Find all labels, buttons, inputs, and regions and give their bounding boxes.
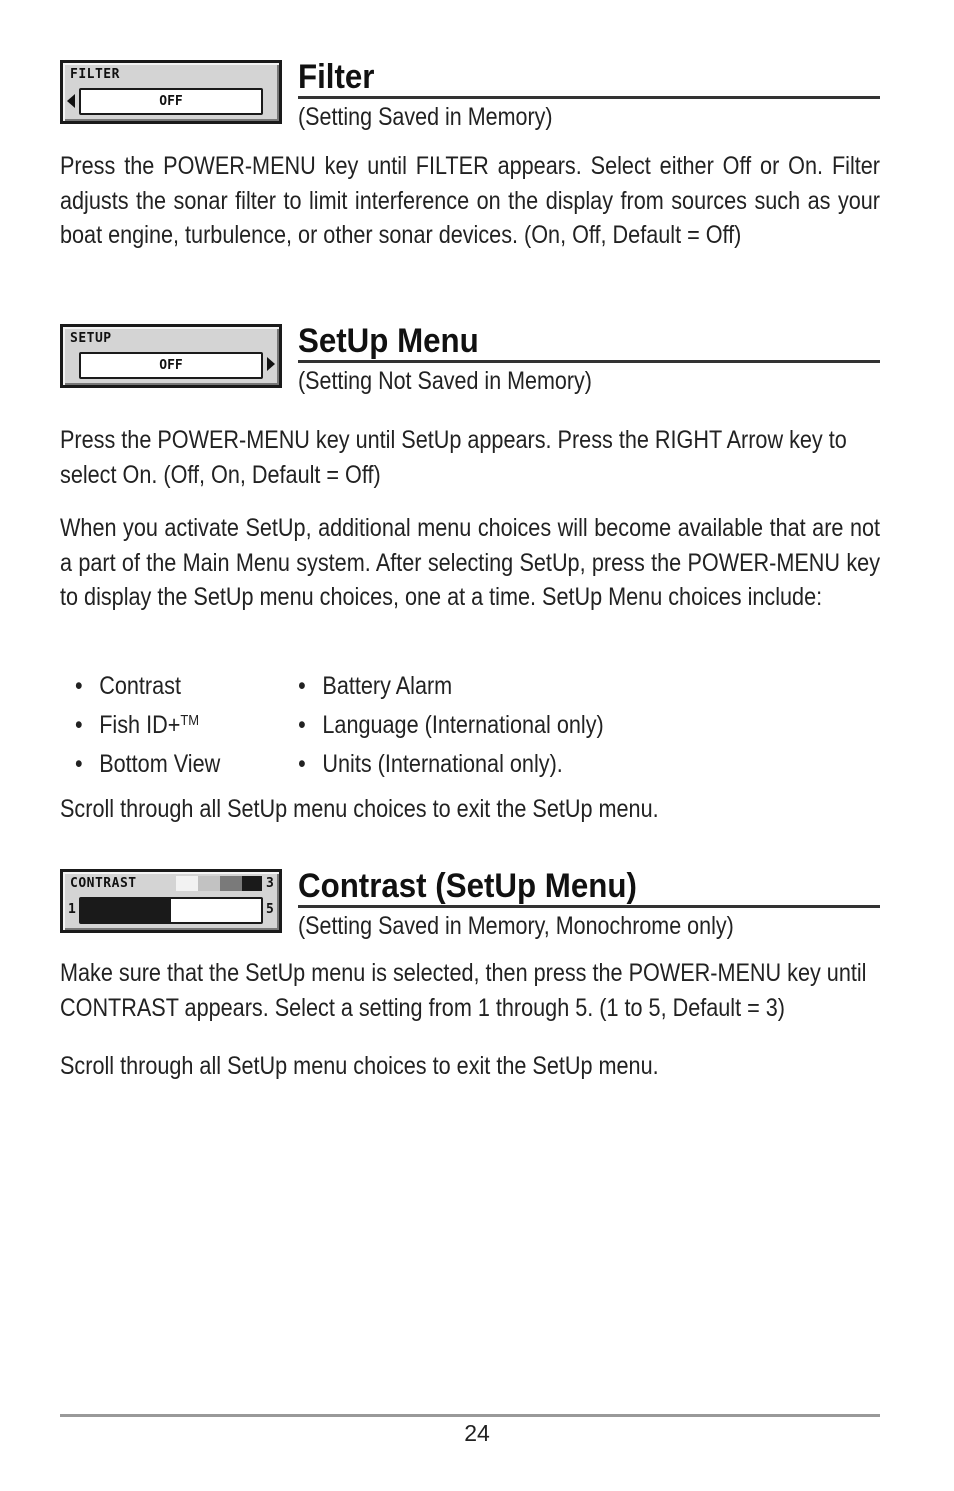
filter-section-header <box>60 60 880 140</box>
contrast-section-header <box>60 869 880 949</box>
contrast-max-value: 5 <box>266 902 275 917</box>
setup-subtitle: (Setting Not Saved in Memory) <box>298 367 592 395</box>
contrast-subtitle: (Setting Saved in Memory, Monochrome only) <box>298 912 734 940</box>
right-arrow-icon <box>267 357 275 371</box>
filter-lcd-value-box <box>79 88 263 115</box>
contrast-swatch <box>242 876 262 891</box>
contrast-slider-fill <box>81 899 171 922</box>
filter-lcd-value: OFF <box>159 94 183 109</box>
contrast-body-text-2: Scroll through all SetUp menu choices to exit the SetUp menu. <box>60 1052 659 1080</box>
trademark-symbol: TM <box>180 712 200 729</box>
list-item: • Bottom View • Units (International only). <box>75 750 563 778</box>
filter-title: Filter <box>298 58 375 96</box>
filter-subtitle: (Setting Saved in Memory) <box>298 103 553 131</box>
setup-body-text-1: Press the POWER-MENU key until SetUp appears. Press the RIGHT Arrow key to select On. (Off, On, Default = Off) <box>60 426 847 489</box>
filter-title-rule <box>298 96 880 99</box>
filter-lcd-label: FILTER <box>70 67 120 82</box>
contrast-swatch <box>198 876 220 891</box>
left-arrow-icon <box>67 94 75 108</box>
setup-lcd-screenshot <box>60 324 282 388</box>
setup-lcd-value-box <box>79 352 263 379</box>
list-item: • Fish ID+™ • Language (International only) <box>75 711 604 739</box>
setup-lcd-value: OFF <box>159 358 183 373</box>
footer-rule <box>60 1414 880 1417</box>
page-number: 24 <box>464 1420 490 1446</box>
contrast-title-rule <box>298 905 880 908</box>
setup-title-rule <box>298 360 880 363</box>
setup-title: SetUp Menu <box>298 322 479 360</box>
filter-lcd-screenshot <box>60 60 282 124</box>
contrast-body-text-1: Make sure that the SetUp menu is selected, then press the POWER-MENU key until CONTRAST appears. Select a setting from 1 through 5. (1 to 5, Default = 3) <box>60 959 867 1022</box>
contrast-current-value: 3 <box>266 876 275 891</box>
setup-section-header <box>60 324 880 404</box>
setup-outro-text: Scroll through all SetUp menu choices to exit the SetUp menu. <box>60 795 659 823</box>
setup-menu-choices-list <box>75 667 835 784</box>
setup-lcd-label: SETUP <box>70 331 112 346</box>
filter-body-text: Press the POWER-MENU key until FILTER appears. Select either Off or On. Filter adjusts the sonar filter to limit interference on the display from sources such as your boat engine, turbulence, or other sonar devices. (On, Off, Default = Off) <box>60 152 881 249</box>
contrast-min-value: 1 <box>68 902 77 917</box>
contrast-lcd-screenshot <box>60 869 282 933</box>
setup-body-text-2: When you activate SetUp, additional menu choices will become available that are not a part of the Main Menu system. After selecting SetUp, press the POWER-MENU key to display the SetUp menu choices, one at a time. SetUp Menu choices include: <box>60 514 881 611</box>
contrast-title: Contrast (SetUp Menu) <box>298 867 637 905</box>
contrast-lcd-label: CONTRAST <box>70 876 137 891</box>
contrast-slider-track <box>79 897 263 924</box>
list-item: • Contrast • Battery Alarm <box>75 672 453 700</box>
contrast-swatch <box>176 876 198 891</box>
contrast-swatch <box>220 876 242 891</box>
